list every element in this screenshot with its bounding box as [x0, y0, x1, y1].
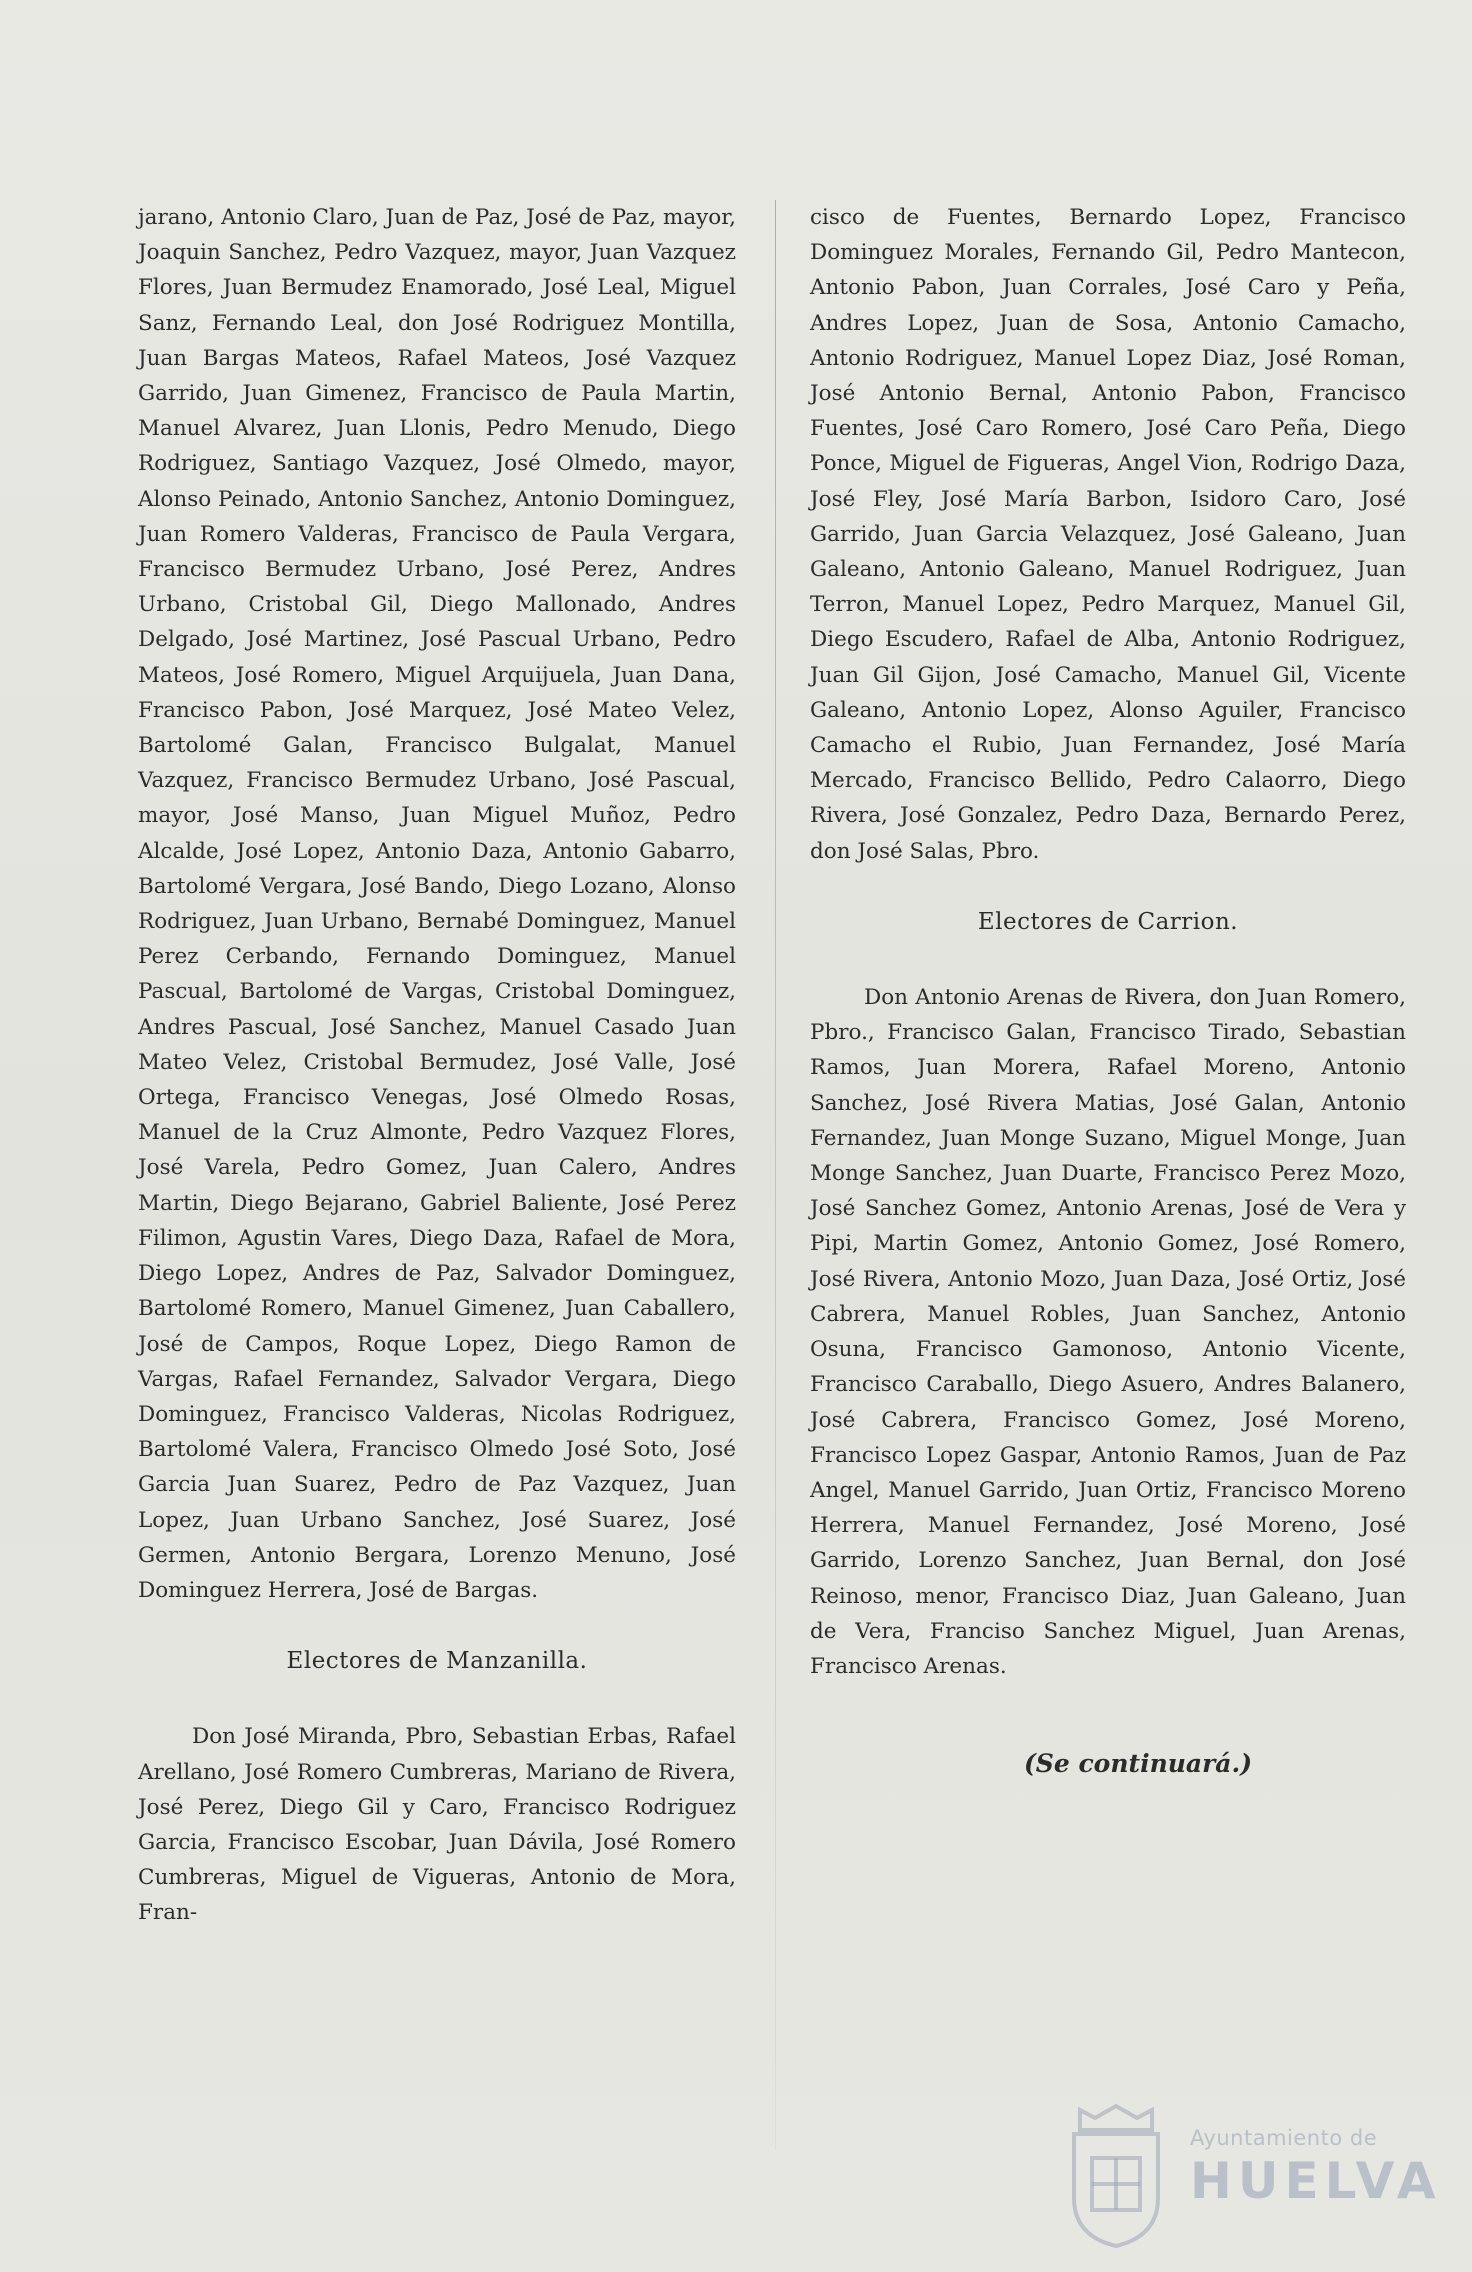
elector-list-continued: jarano, Antonio Claro, Juan de Paz, José de Paz, mayor, Joaquin Sanchez, Pedro Vazquez, mayor, Juan Vazquez Flores, Juan Bermudez Enamorado, José Leal, Miguel Sanz, Fernando Leal, don José Rodriguez Montilla, Juan Bargas Mateos, Rafael Mateos, José Vazquez Garrido, Juan Gimenez, Francisco de Paula Martin, Manuel Alvarez, Juan Llonis, Pedro Menudo, Diego Rodriguez, Santiago Vazquez, José Olmedo, mayor, Alonso Peinado, Antonio Sanchez, Antonio Dominguez, Juan Romero Valderas, Francisco de Paula Vergara, Francisco Bermudez Urbano, José Perez, Andres Urbano, Cristobal Gil, Diego Mallonado, Andres Delgado, José Martinez, José Pascual Urbano, Pedro Mateos, José Romero, Miguel Arquijuela, Juan Dana, Francisco Pabon, José Marquez, José Mateo Velez, Bartolomé Galan, Francisco Bulgalat, Manuel Vazquez, Francisco Bermudez Urbano, José Pascual, mayor, José Manso, Juan Miguel Muñoz, Pedro Alcalde, José Lopez, Antonio Daza, Antonio Gabarro, Bartolomé Vergara, José Bando, Diego Lozano, Alonso Rodriguez, Juan Urbano, Bernabé Dominguez, Manuel Perez Cerbando, Fernando Dominguez, Manuel Pascual, Bartolomé de Vargas, Cristobal Dominguez, Andres Pascual, José Sanchez, Manuel Casado Juan Mateo Velez, Cristobal Bermudez, José Valle, José Ortega, Francisco Venegas, José Olmedo Rosas, Manuel de la Cruz Almonte, Pedro Vazquez Flores, José Varela, Pedro Gomez, Juan Calero, Andres Martin, Diego Bejarano, Gabriel Baliente, José Perez Filimon, Agustin Vares, Diego Daza, Rafael de Mora, Diego Lopez, Andres de Paz, Salvador Dominguez, Bartolomé Romero, Manuel Gimenez, Juan Caballero, José de Campos, Roque Lopez, Diego Ramon de Vargas, Rafael Fernandez, Salvador Vergara, Diego Dominguez, Francisco Valderas, Nicolas Rodriguez, Bartolomé Valera, Francisco Olmedo José Soto, José Garcia Juan Suarez, Pedro de Paz Vazquez, Juan Lopez, Juan Urbano Sanchez, José Suarez, José Germen, Antonio Bergara, Lorenzo Menuno, José Dominguez Herrera, José de Bargas. — [138, 205, 736, 1603]
left-column — [138, 200, 736, 1931]
watermark-line-1: Ayuntamiento de — [1190, 2126, 1378, 2150]
bleed-through-text — [400, 130, 408, 158]
elector-list-manzanilla-continued: cisco de Fuentes, Bernardo Lopez, Francisco Dominguez Morales, Fernando Gil, Pedro Mantecon, Antonio Pabon, Juan Corrales, José Caro y Peña, Andres Lopez, Juan de Sosa, Antonio Camacho, Antonio Rodriguez, Manuel Lopez Diaz, José Roman, José Antonio Bernal, Antonio Pabon, Francisco Fuentes, José Caro Romero, José Caro Peña, Diego Ponce, Miguel de Figueras, Angel Vion, Rodrigo Daza, José Fley, José María Barbon, Isidoro Caro, José Garrido, Juan Garcia Velazquez, José Galeano, Juan Galeano, Antonio Galeano, Manuel Rodriguez, Juan Terron, Manuel Lopez, Pedro Marquez, Manuel Gil, Diego Escudero, Rafael de Alba, Antonio Rodriguez, Juan Gil Gijon, José Camacho, Manuel Gil, Vicente Galeano, Antonio Lopez, Alonso Aguiler, Francisco Camacho el Rubio, Juan Fernandez, José María Mercado, Francisco Bellido, Pedro Calaorro, Diego Rivera, José Gonzalez, Pedro Daza, Bernardo Perez, don José Salas, Pbro. — [810, 205, 1406, 864]
elector-list-carrion: Don Antonio Arenas de Rivera, don Juan Romero, Pbro., Francisco Galan, Francisco Tirado, Sebastian Ramos, Juan Morera, Rafael Moreno, Antonio Sanchez, José Rivera Matias, José Galan, Antonio Fernandez, Juan Monge Suzano, Miguel Monge, Juan Monge Sanchez, Juan Duarte, Francisco Perez Mozo, José Sanchez Gomez, Antonio Arenas, José de Vera y Pipi, Martin Gomez, Antonio Gomez, José Romero, José Rivera, Antonio Mozo, Juan Daza, José Ortiz, José Cabrera, Manuel Robles, Juan Sanchez, Antonio Osuna, Francisco Gamonoso, Antonio Vicente, Francisco Caraballo, Diego Asuero, Andres Balanero, José Cabrera, Francisco Gomez, José Moreno, Francisco Lopez Gaspar, Antonio Ramos, Juan de Paz Angel, Manuel Garrido, Juan Ortiz, Francisco Moreno Herrera, Manuel Fernandez, José Moreno, José Garrido, Lorenzo Sanchez, Juan Bernal, don José Reinoso, menor, Francisco Diaz, Juan Galeano, Juan de Vera, Franciso Sanchez Miguel, Juan Arenas, Francisco Arenas. — [810, 985, 1406, 1679]
heading-electores-carrion: Electores de Carrion. — [977, 908, 1239, 935]
watermark-line-2: HUELVA — [1190, 2152, 1442, 2210]
watermark-text — [1190, 2126, 1442, 2210]
huelva-coat-of-arms-icon — [1060, 2100, 1172, 2250]
column-divider — [775, 200, 776, 2150]
right-column — [810, 200, 1406, 1781]
heading-electores-manzanilla: Electores de Manzanilla. — [286, 1648, 588, 1675]
continued-note: (Se continuará.) — [1023, 1749, 1253, 1779]
elector-list-manzanilla: Don José Miranda, Pbro, Sebastian Erbas, Rafael Arellano, José Romero Cumbreras, Mariano de Rivera, José Perez, Diego Gil y Caro, Francisco Rodriguez Garcia, Francisco Escobar, Juan Dávila, José Romero Cumbreras, Miguel de Vigueras, Antonio de Mora, Fran- — [138, 1724, 736, 1926]
